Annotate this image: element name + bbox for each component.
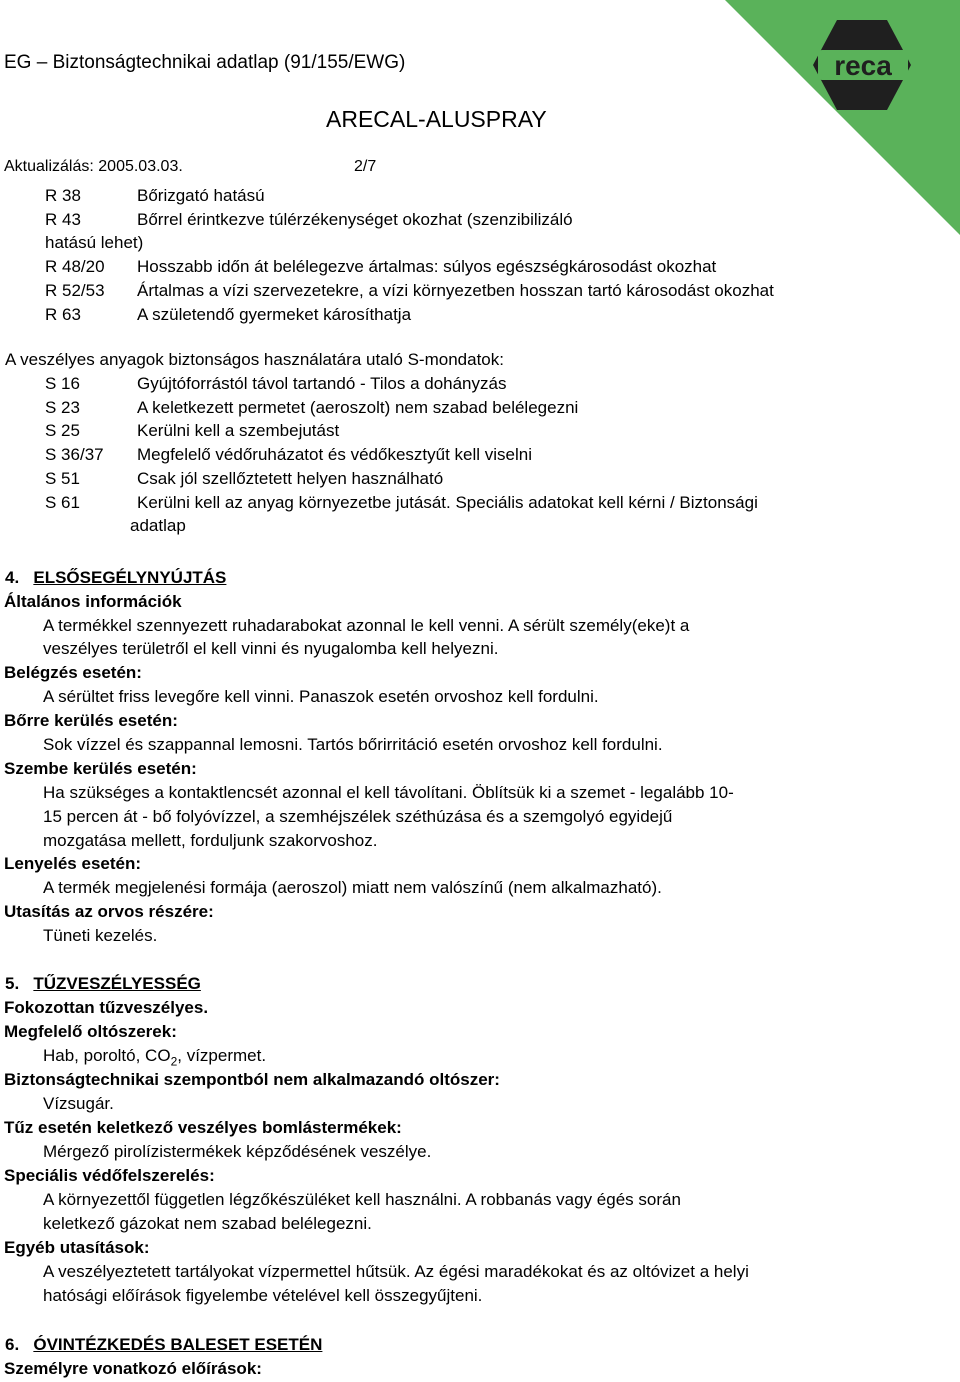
unsuitable-media-heading: Biztonságtechnikai szempontból nem alkalmazandó oltószer: bbox=[4, 1070, 500, 1089]
s-phrase-text: Kerülni kell az anyag környezetbe jutását. Speciális adatokat kell kérni / Biztonsági bbox=[137, 492, 758, 512]
r-phrase-text: hatású lehet) bbox=[45, 233, 144, 253]
s-phrase-code: S 36/37 bbox=[45, 445, 104, 465]
section-5-number: 5. bbox=[5, 974, 20, 993]
extinguishing-media-heading: Megfelelő oltószerek: bbox=[4, 1022, 177, 1041]
r-phrase-text: Bőrrel érintkezve túlérzékenységet okozhat (szenzibilizáló bbox=[137, 209, 573, 229]
unsuitable-media-text: Vízsugár. bbox=[43, 1094, 114, 1113]
protective-equipment-line-2: keletkező gázokat nem szabad belélegezni. bbox=[43, 1214, 372, 1233]
s-phrase-code: S 51 bbox=[45, 468, 80, 488]
r-phrase-code: R 52/53 bbox=[45, 280, 105, 300]
s-phrase-text: Csak jól szellőztetett helyen használható bbox=[137, 468, 444, 488]
update-date: Aktualizálás: 2005.03.03. bbox=[4, 158, 183, 175]
product-name: ARECAL-ALUSPRAY bbox=[326, 106, 547, 132]
s-phrase-text: adatlap bbox=[130, 516, 186, 536]
s-phrase-text: A keletkezett permetet (aeroszolt) nem szabad belélegezni bbox=[137, 397, 579, 417]
general-info-line-1: A termékkel szennyezett ruhadarabokat azonnal le kell venni. A sérült személy(eke)t a bbox=[43, 616, 690, 635]
section-6-number: 6. bbox=[5, 1335, 20, 1354]
section-6-heading bbox=[5, 1333, 322, 1356]
r-phrase-code: R 38 bbox=[45, 186, 81, 205]
r-phrase-text: A születendő gyermeket károsíthatja bbox=[137, 304, 412, 324]
inhalation-text: A sérültet friss levegőre kell vinni. Panaszok esetén orvoshoz kell fordulni. bbox=[43, 687, 599, 706]
section-4-title: ELSŐSEGÉLYNYÚJTÁS bbox=[33, 568, 227, 587]
inhalation-heading: Belégzés esetén: bbox=[4, 663, 142, 682]
extinguishing-media-text: Hab, poroltó, $CO_2$, vízpermet. bbox=[43, 1046, 267, 1069]
r-phrase-code: R 43 bbox=[45, 209, 81, 229]
s-phrase-text: Gyújtóforrástól távol tartandó - Tilos a dohányzás bbox=[137, 374, 507, 393]
r-phrase-text: Ártalmas a vízi szervezetekre, a vízi környezetben hosszan tartó károsodást okozhat bbox=[137, 280, 774, 300]
personal-precautions-heading: Személyre vonatkozó előírások: bbox=[4, 1359, 262, 1378]
doctor-note-heading: Utasítás az orvos részére: bbox=[4, 902, 214, 921]
eye-contact-line-2: 15 percen át - bő folyóvízzel, a szemhéjszélek széthúzása és a szemgolyó egyidejű bbox=[43, 807, 673, 826]
s-phrase-code: S 61 bbox=[45, 492, 80, 512]
section-4-number: 4. bbox=[5, 568, 20, 587]
logo-text: reca bbox=[834, 50, 892, 81]
s-phrase-text: Kerülni kell a szembejutást bbox=[137, 421, 340, 441]
s-phrase-intro: A veszélyes anyagok biztonságos használatára utaló S-mondatok: bbox=[5, 350, 504, 369]
eye-contact-line-3: mozgatása mellett, forduljunk szakorvoshoz. bbox=[43, 831, 378, 850]
eye-contact-line-1: Ha szükséges a kontaktlencsét azonnal el kell távolítani. Öblítsük ki a szemet - legalább 10- bbox=[43, 783, 734, 802]
other-instructions-line-2: hatósági előírások figyelembe vételével kell összegyűjteni. bbox=[43, 1286, 483, 1305]
s-phrase-code: S 16 bbox=[45, 374, 80, 393]
s-phrase-code: S 25 bbox=[45, 421, 80, 441]
r-phrase-code: R 48/20 bbox=[45, 257, 105, 277]
decomposition-heading: Tűz esetén keletkező veszélyes bomlástermékek: bbox=[4, 1118, 402, 1137]
general-info-line-2: veszélyes területről el kell vinni és nyugalomba kell helyezni. bbox=[43, 639, 499, 658]
r-phrase-text: Bőrizgató hatású bbox=[137, 186, 265, 205]
r-phrase-text: Hosszabb időn át belélegezve ártalmas: súlyos egészségkárosodást okozhat bbox=[137, 257, 717, 277]
section-5-heading bbox=[5, 972, 201, 995]
section-6-title: ÓVINTÉZKEDÉS BALESET ESETÉN bbox=[33, 1335, 323, 1354]
protective-equipment-line-1: A környezettől független légzőkészüléket kell használni. A robbanás vagy égés során bbox=[43, 1190, 681, 1209]
reca-logo bbox=[725, 0, 960, 235]
document-title: EG – Biztonságtechnikai adatlap (91/155/EWG) bbox=[4, 52, 406, 73]
section-5-title: TŰZVESZÉLYESSÉG bbox=[33, 974, 201, 993]
skin-contact-text: Sok vízzel és szappannal lemosni. Tartós bőrirritáció esetén orvoshoz kell fordulni. bbox=[43, 735, 663, 754]
section-4-heading bbox=[5, 566, 226, 589]
page-number: 2/7 bbox=[354, 158, 377, 175]
skin-contact-heading: Bőrre kerülés esetén: bbox=[4, 711, 178, 730]
ingestion-heading: Lenyelés esetén: bbox=[4, 854, 142, 873]
eye-contact-heading: Szembe kerülés esetén: bbox=[4, 759, 197, 778]
flammability-statement: Fokozottan tűzveszélyes. bbox=[4, 998, 209, 1017]
other-instructions-heading: Egyéb utasítások: bbox=[4, 1238, 150, 1257]
r-phrase-code: R 63 bbox=[45, 304, 81, 324]
ingestion-text: A termék megjelenési formája (aeroszol) miatt nem valószínű (nem alkalmazható). bbox=[43, 878, 662, 897]
protective-equipment-heading: Speciális védőfelszerelés: bbox=[4, 1166, 215, 1185]
general-info-heading: Általános információk bbox=[4, 592, 182, 611]
other-instructions-line-1: A veszélyeztetett tartályokat vízpermettel hűtsük. Az égési maradékokat és az oltóvizet a helyi bbox=[43, 1262, 749, 1281]
s-phrase-text: Megfelelő védőruházatot és védőkesztyűt kell viselni bbox=[137, 445, 532, 465]
s-phrase-code: S 23 bbox=[45, 397, 80, 417]
doctor-note-text: Tüneti kezelés. bbox=[43, 926, 158, 945]
decomposition-text: Mérgező pirolízistermékek képződésének veszélye. bbox=[43, 1142, 432, 1161]
